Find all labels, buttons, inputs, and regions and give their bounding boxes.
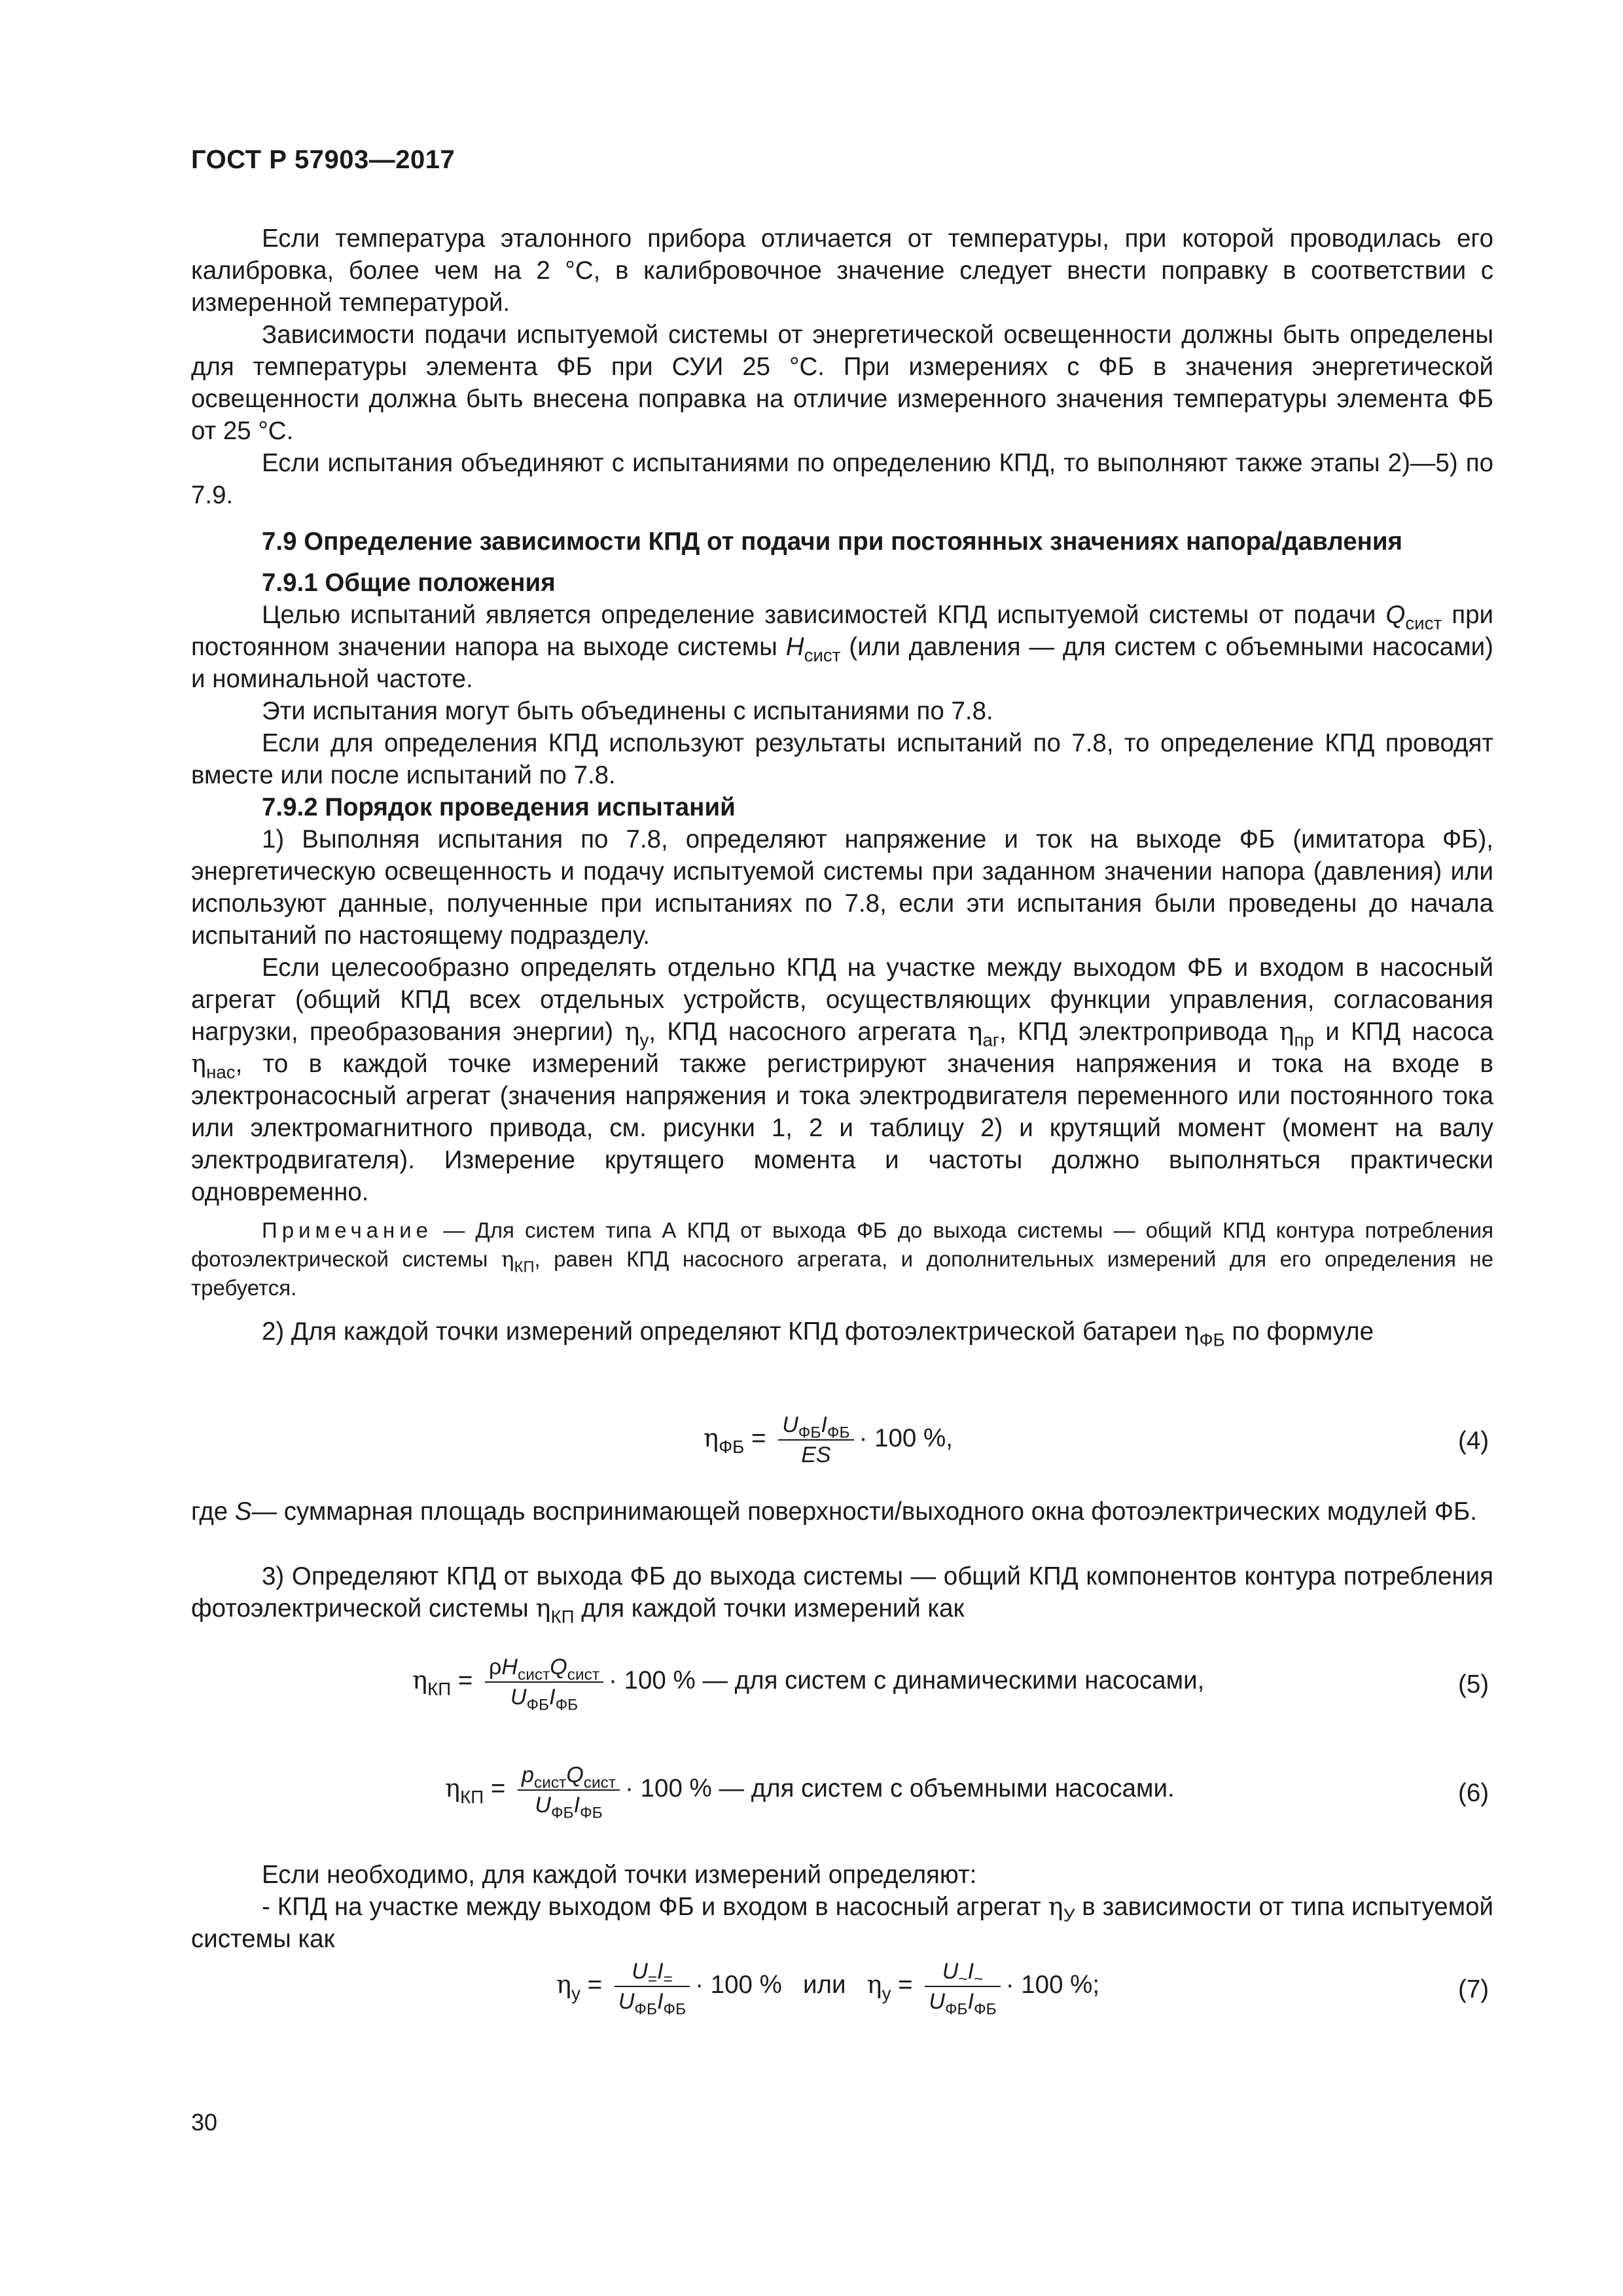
formula-7-fraction-ac: $\frac{U_\sim I_\sim}{U_{ФБ}I_{ФБ}}$ <box>925 1957 1000 2016</box>
note-paragraph: Примечание — Для систем типа А КПД от выхода ФБ до выхода системы — общий КПД контура потребления фотоэлектрической системы $\eta_{КП}$, равен КПД насосного агрегата, и дополнительных измерений для его определения не требуется. <box>191 1218 1493 1300</box>
section-heading-7-9-2: 7.9.2 Порядок проведения испытаний <box>262 793 736 821</box>
formula-5-number: (5) <box>1458 1670 1489 1698</box>
document-header: ГОСТ Р 57903—2017 <box>191 145 455 174</box>
paragraph-dependencies: Зависимости подачи испытуемой системы от энергетической освещенности должны быть определены для температуры элемента ФБ при СУИ 25 °С. При измерениях с ФБ в значения энергетической освещенности должна быть внесена поправка на отличие измеренного значения температуры элемента ФБ от 25 °С. <box>191 321 1493 445</box>
formula-4: $\eta_{ФБ}$ = $\frac{U_{ФБ}I_{ФБ}}{ES}$ · 100 %, <box>704 1410 953 1469</box>
formula-6-fraction: $\frac{p_{сист}Q_{сист}}{U_{ФБ}I_{ФБ}}$ <box>518 1761 620 1820</box>
formula-4-number: (4) <box>1458 1427 1489 1455</box>
main-text-block <box>191 223 1493 1348</box>
optional-block <box>191 1859 1493 1955</box>
paragraph-7-9-1-combine: Эти испытания могут быть объединены с испытаниями по 7.8. <box>262 697 993 725</box>
paragraph-step-3: 3) Определяют КПД от выхода ФБ до выхода системы — общий КПД компонентов контура потребления фотоэлектрической системы $\eta_{КП}$ для каждой точки измерений как <box>191 1562 1493 1627</box>
formula-4-fraction: $\frac{U_{ФБ}I_{ФБ}}{ES}$ <box>778 1410 853 1469</box>
paragraph-step-1: 1) Выполняя испытания по 7.8, определяют напряжение и ток на выходе ФБ (имитатора ФБ), энергетическую освещенность и подачу испытуемой системы при заданном значении напора (давления) или используют данные, полученные при испытаниях по 7.8, если эти испытания были проведены до начала испытаний по настоящему подразделу. <box>191 825 1493 950</box>
section-heading-7-9: 7.9 Определение зависимости КПД от подачи при постоянных значениях напора/давления <box>262 528 1402 556</box>
formula-5-fraction: $\frac{\rho H_{сист}Q_{сист}}{U_{ФБ}I_{ФБ}}$ <box>485 1653 603 1712</box>
formula-5: $\eta_{КП}$ = $\frac{\rho H_{сист}Q_{сист}}{U_{ФБ}I_{ФБ}}$ · 100 % — для систем с динамическими насосами, <box>412 1653 1204 1712</box>
section-heading-7-9-1: 7.9.1 Общие положения <box>262 569 556 597</box>
formula-7-fraction-dc: $\frac{U_=I_=}{U_{ФБ}I_{ФБ}}$ <box>615 1957 690 2016</box>
formula-7: $\eta_у$ = $\frac{U_=I_=}{U_{ФБ}I_{ФБ}}$ · 100 % или $\eta_у$ = $\frac{U_\sim I_\sim}{U_{ФБ}I_{ФБ}}$ · 100 %; <box>556 1957 1099 2016</box>
formula-6: $\eta_{КП}$ = $\frac{p_{сист}Q_{сист}}{U_{ФБ}I_{ФБ}}$ · 100 % — для систем с объемными насосами. <box>445 1761 1175 1820</box>
page-number: 30 <box>191 2109 218 2136</box>
where-paragraph: где S — суммарная площадь воспринимающей поверхности/выходного окна фотоэлектрических модулей ФБ. <box>191 1498 1477 1526</box>
paragraph-calibration: Если температура эталонного прибора отличается от температуры, при которой проводилась его калибровка, более чем на 2 °С, в калибровочное значение следует внести поправку в соответствии с измеренной температурой. <box>191 224 1493 317</box>
paragraph-7-9-1-results: Если для определения КПД используют результаты испытаний по 7.8, то определение КПД проводят вместе или после испытаний по 7.8. <box>191 729 1493 789</box>
formula-6-number: (6) <box>1458 1779 1489 1807</box>
paragraph-combined-tests: Если испытания объединяют с испытаниями по определению КПД, то выполняют также этапы 2)—5) по 7.9. <box>191 449 1493 509</box>
note-label: Примечание <box>262 1218 433 1242</box>
paragraph-7-9-1-purpose: Целью испытаний является определение зависимостей КПД испытуемой системы от подачи $Q_{сист}$ при постоянном значении напора на выходе системы $H_{сист}$ (или давления — для систем с объемными насосами) и номинальной частоте. <box>191 601 1493 693</box>
paragraph-separate-efficiency: Если целесообразно определять отдельно КПД на участке между выходом ФБ и входом в насосный агрегат (общий КПД всех отдельных устройств, осуществляющих функции управления, согласования нагрузки, преобразования энергии) $\eta_у$, КПД насосного агрегата $\eta_{аг}$, КПД электропривода $\eta_{пр}$ и КПД насоса $\eta_{нас}$, то в каждой точке измерений также регистрируют значения напряжения и тока на входе в электронасосный агрегат (значения напряжения и тока электродвигателя переменного или постоянного тока или электромагнитного привода, см. рисунки 1, 2 и таблицу 2) и крутящий момент (момент на валу электродвигателя). Измерение крутящего момента и частоты должно выполняться практически одновременно. <box>191 954 1493 1206</box>
paragraph-efficiency-segment: - КПД на участке между выходом ФБ и входом в насосный агрегат $\eta_У$ в зависимости от типа испытуемой системы как <box>191 1892 1493 1953</box>
step-3-block <box>191 1560 1493 1627</box>
paragraph-step-2: 2) Для каждой точки измерений определяют КПД фотоэлектрической батареи $\eta_{ФБ}$ по формуле <box>262 1317 1374 1350</box>
paragraph-if-needed: Если необходимо, для каждой точки измерений определяют: <box>262 1861 977 1889</box>
formula-7-number: (7) <box>1458 1975 1489 2003</box>
